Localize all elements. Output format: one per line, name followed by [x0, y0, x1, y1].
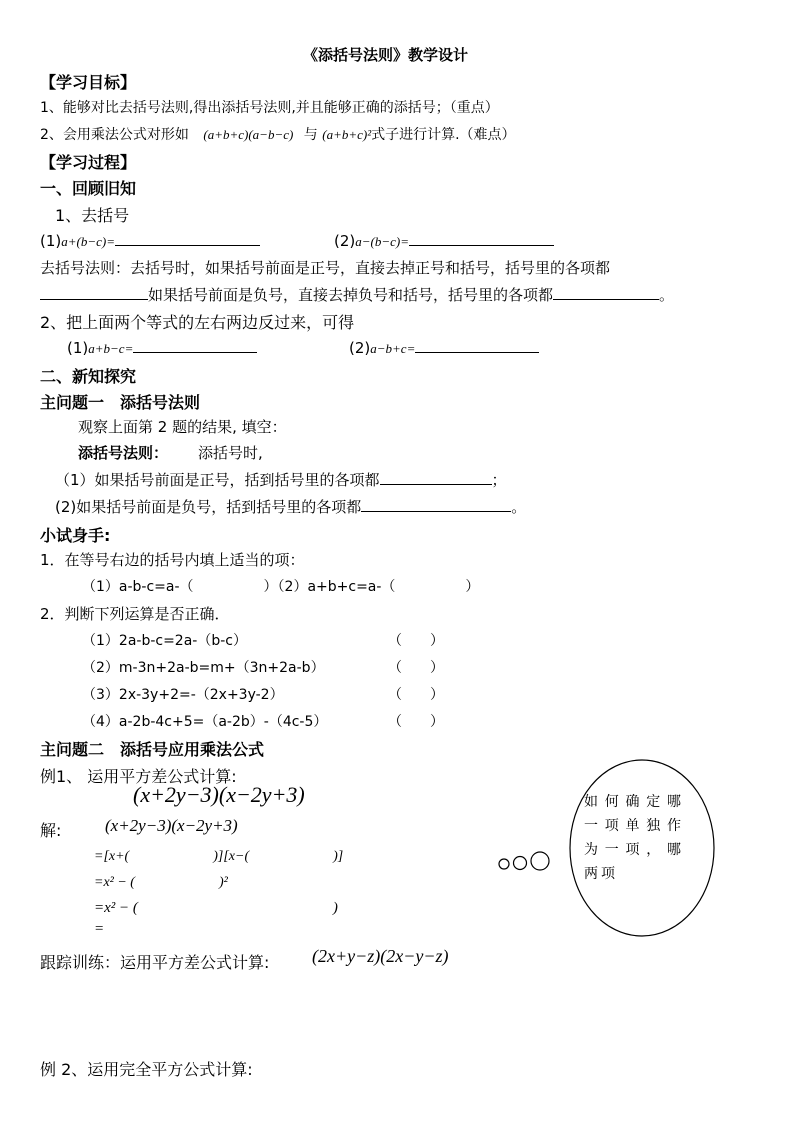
topic1-heading: 主问题一 添括号法则	[40, 393, 201, 412]
add-rule-label: 添括号法则：	[78, 444, 169, 462]
explore-heading: 二、新知探究	[40, 367, 137, 386]
page-title: 《添括号法则》教学设计	[303, 46, 469, 64]
add-rule-case-2	[55, 496, 526, 517]
add-rule-line	[78, 442, 263, 463]
rule-line-2-end: 。	[659, 286, 675, 304]
goal-formula-2: (a+b+c)²	[322, 127, 372, 142]
thought-bubble-dot-large	[531, 852, 549, 870]
solution-expression: (x+2y−3)(x−2y+3)	[105, 816, 238, 835]
example-1-expression: (x+2y−3)(x−2y+3)	[133, 782, 305, 807]
case2-text: (2)如果括号前面是负号，括到括号里的各项都	[55, 498, 362, 516]
review-r1	[67, 338, 257, 357]
judgement-2-expr: （2）m-3n+2a-b=m+（3n+2a-b）	[82, 660, 325, 676]
solution-step-2: =x² − ( )²	[94, 875, 228, 890]
review-q1-expr: a+(b−c)=	[61, 234, 115, 249]
review-r1-expr: a+b−c=	[88, 341, 134, 356]
rule-line-1: 去括号法则：去括号时，如果括号前面是正号，直接去掉正号和括号，括号里的各项都	[40, 259, 611, 277]
practice-heading: 小试身手:	[40, 526, 111, 545]
judgement-3-mark[interactable]: （ ）	[388, 687, 444, 703]
example-1-label: 例1、 运用平方差公式计算:	[40, 767, 237, 786]
goal-item-2-pre: 2、会用乘法公式对形如	[40, 127, 189, 143]
review-heading: 一、回顾旧知	[40, 179, 137, 198]
process-heading: 【学习过程】	[40, 153, 137, 172]
case2-end: 。	[511, 498, 527, 516]
thought-bubble-text: 如何确定哪一项单独作为一项，哪两项	[584, 794, 684, 882]
judgement-2-mark[interactable]: （ ）	[388, 660, 444, 676]
goal-formula-1: (a+b+c)(a−b−c)	[203, 127, 294, 142]
case1-blank[interactable]	[380, 470, 492, 485]
review-q2	[334, 231, 554, 250]
review-q2-label: (2)	[334, 232, 356, 250]
judgement-1-mark[interactable]: （ ）	[388, 633, 444, 649]
solution-step-4: =	[94, 921, 105, 937]
goal-item-2	[40, 124, 516, 144]
review-r1-blank[interactable]	[133, 338, 257, 353]
review-q2-expr: a−(b−c)=	[355, 234, 409, 249]
rule-line-2-text: 如果括号前面是负号，直接去掉负号和括号，括号里的各项都	[148, 286, 554, 304]
rule-blank-1[interactable]	[40, 285, 148, 300]
judgement-3-expr: （3）2x-3y+2=-（2x+3y-2）	[82, 687, 284, 703]
practice-q2: 2．判断下列运算是否正确．	[40, 605, 230, 623]
judgement-4-mark[interactable]: （ ）	[388, 714, 444, 730]
review-r2-expr: a−b+c=	[370, 341, 416, 356]
judgement-4-expr: （4）a-2b-4c+5=（a-2b）-（4c-5）	[82, 714, 328, 730]
review-r2-blank[interactable]	[415, 338, 539, 353]
case1-text: （1）如果括号前面是正号，括到括号里的各项都	[55, 471, 380, 489]
thought-bubble-dot-small	[499, 859, 509, 869]
case1-end: ；	[491, 471, 507, 489]
case2-blank[interactable]	[361, 497, 511, 512]
follow-up-expression: (2x+y−z)(2x−y−z)	[312, 946, 449, 966]
goal-item-2-mid: 与	[303, 127, 318, 143]
rule-line-2	[40, 284, 674, 305]
solution-step-1: =[x+( )][x−( )]	[94, 849, 344, 864]
thought-bubble-dot-medium	[514, 857, 527, 870]
review-r2	[349, 338, 539, 357]
follow-up-label: 跟踪训练：运用平方差公式计算:	[40, 953, 270, 972]
goal-item-2-post: 式子进行计算.（难点）	[371, 127, 516, 143]
rule-blank-2[interactable]	[553, 285, 659, 300]
review-q1-label: (1)	[40, 232, 62, 250]
goal-item-1: 1、能够对比去括号法则,得出添括号法则,并且能够正确的添括号；（重点）	[40, 100, 499, 116]
add-rule-text: 添括号时,	[198, 444, 263, 462]
solution-step-3: =x² − ( )	[94, 900, 338, 916]
review-r2-label: (2)	[349, 339, 371, 357]
topic2-heading: 主问题二 添括号应用乘法公式	[40, 740, 265, 759]
solution-label: 解:	[40, 821, 62, 840]
practice-q1-items: （1）a-b-c=a-（ ）（2）a+b+c=a-（ ）	[82, 579, 480, 595]
review-q1-blank[interactable]	[115, 231, 260, 246]
goals-heading: 【学习目标】	[40, 73, 137, 92]
review-sub1: 1、去括号	[55, 206, 130, 225]
judgement-1-expr: （1）2a-b-c=2a-（b-c）	[82, 633, 247, 649]
observe-text: 观察上面第 2 题的结果, 填空：	[78, 418, 287, 436]
review-q1	[40, 231, 260, 250]
review-q2-blank[interactable]	[409, 231, 554, 246]
add-rule-case-1	[55, 469, 507, 490]
review-sub2: 2、把上面两个等式的左右两边反过来，可得	[40, 313, 355, 332]
practice-q1: 1．在等号右边的括号内填上适当的项：	[40, 551, 305, 569]
example-2-label: 例 2、运用完全平方公式计算:	[40, 1060, 253, 1079]
review-r1-label: (1)	[67, 339, 89, 357]
